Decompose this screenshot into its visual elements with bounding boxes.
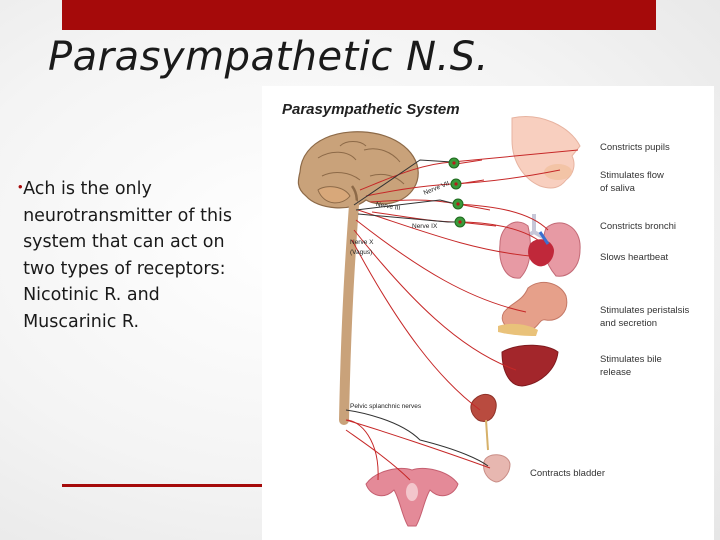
- face-illustration: [512, 117, 580, 188]
- footer-accent-line: [62, 484, 266, 487]
- effect-bronchi: Constricts bronchi: [600, 221, 677, 232]
- diagram-title: Parasympathetic System: [282, 101, 460, 118]
- title-accent-bar: [62, 0, 656, 30]
- effect-saliva-line1: Stimulates flow: [600, 170, 664, 181]
- liver-illustration: [502, 345, 558, 386]
- ganglia-markers: [452, 161, 461, 223]
- kidney-illustration: [471, 394, 496, 450]
- bullet-marker: •: [18, 179, 23, 194]
- effect-bile-line1: Stimulates bile: [600, 354, 662, 365]
- bladder-illustration: [484, 455, 510, 482]
- slide-title: Parasympathetic N.S.: [48, 34, 489, 80]
- bullet-text: Ach is the only neurotransmitter of this system that can act on two types of receptors: Nicotinic R. and Muscarinic R.: [23, 179, 233, 332]
- diagram-canvas: [262, 86, 714, 540]
- spinal-cord: [344, 205, 354, 420]
- nerve-3-label: Nerve III: [375, 200, 401, 213]
- effect-bile-line2: release: [600, 367, 632, 378]
- vagus-label-line2: (Vagus): [350, 249, 373, 256]
- parasympathetic-diagram: [262, 86, 714, 540]
- effect-peristalsis-line1: Stimulates peristalsis: [600, 305, 690, 316]
- effect-peristalsis-line2: and secretion: [600, 318, 658, 329]
- effect-pupils: Constricts pupils: [600, 142, 670, 153]
- nerve-3-label-group: [375, 201, 401, 212]
- pelvic-nerves-label: Pelvic splanchnic nerves: [350, 403, 422, 410]
- nerve-9-label: Nerve IX: [412, 223, 438, 230]
- vagus-label-line1: Nerve X: [350, 239, 374, 246]
- ganglia: [449, 158, 465, 227]
- stomach-illustration: [498, 282, 567, 336]
- nerve-7-label-group: [423, 180, 451, 197]
- effect-bladder: Contracts bladder: [530, 468, 605, 479]
- effect-heart: Slows heartbeat: [600, 252, 669, 263]
- nerve-7-label: Nerve VII: [422, 180, 451, 197]
- reproductive-organs-illustration: [366, 469, 458, 526]
- effect-saliva-line2: of saliva: [600, 183, 635, 194]
- bullet-item: [18, 176, 258, 335]
